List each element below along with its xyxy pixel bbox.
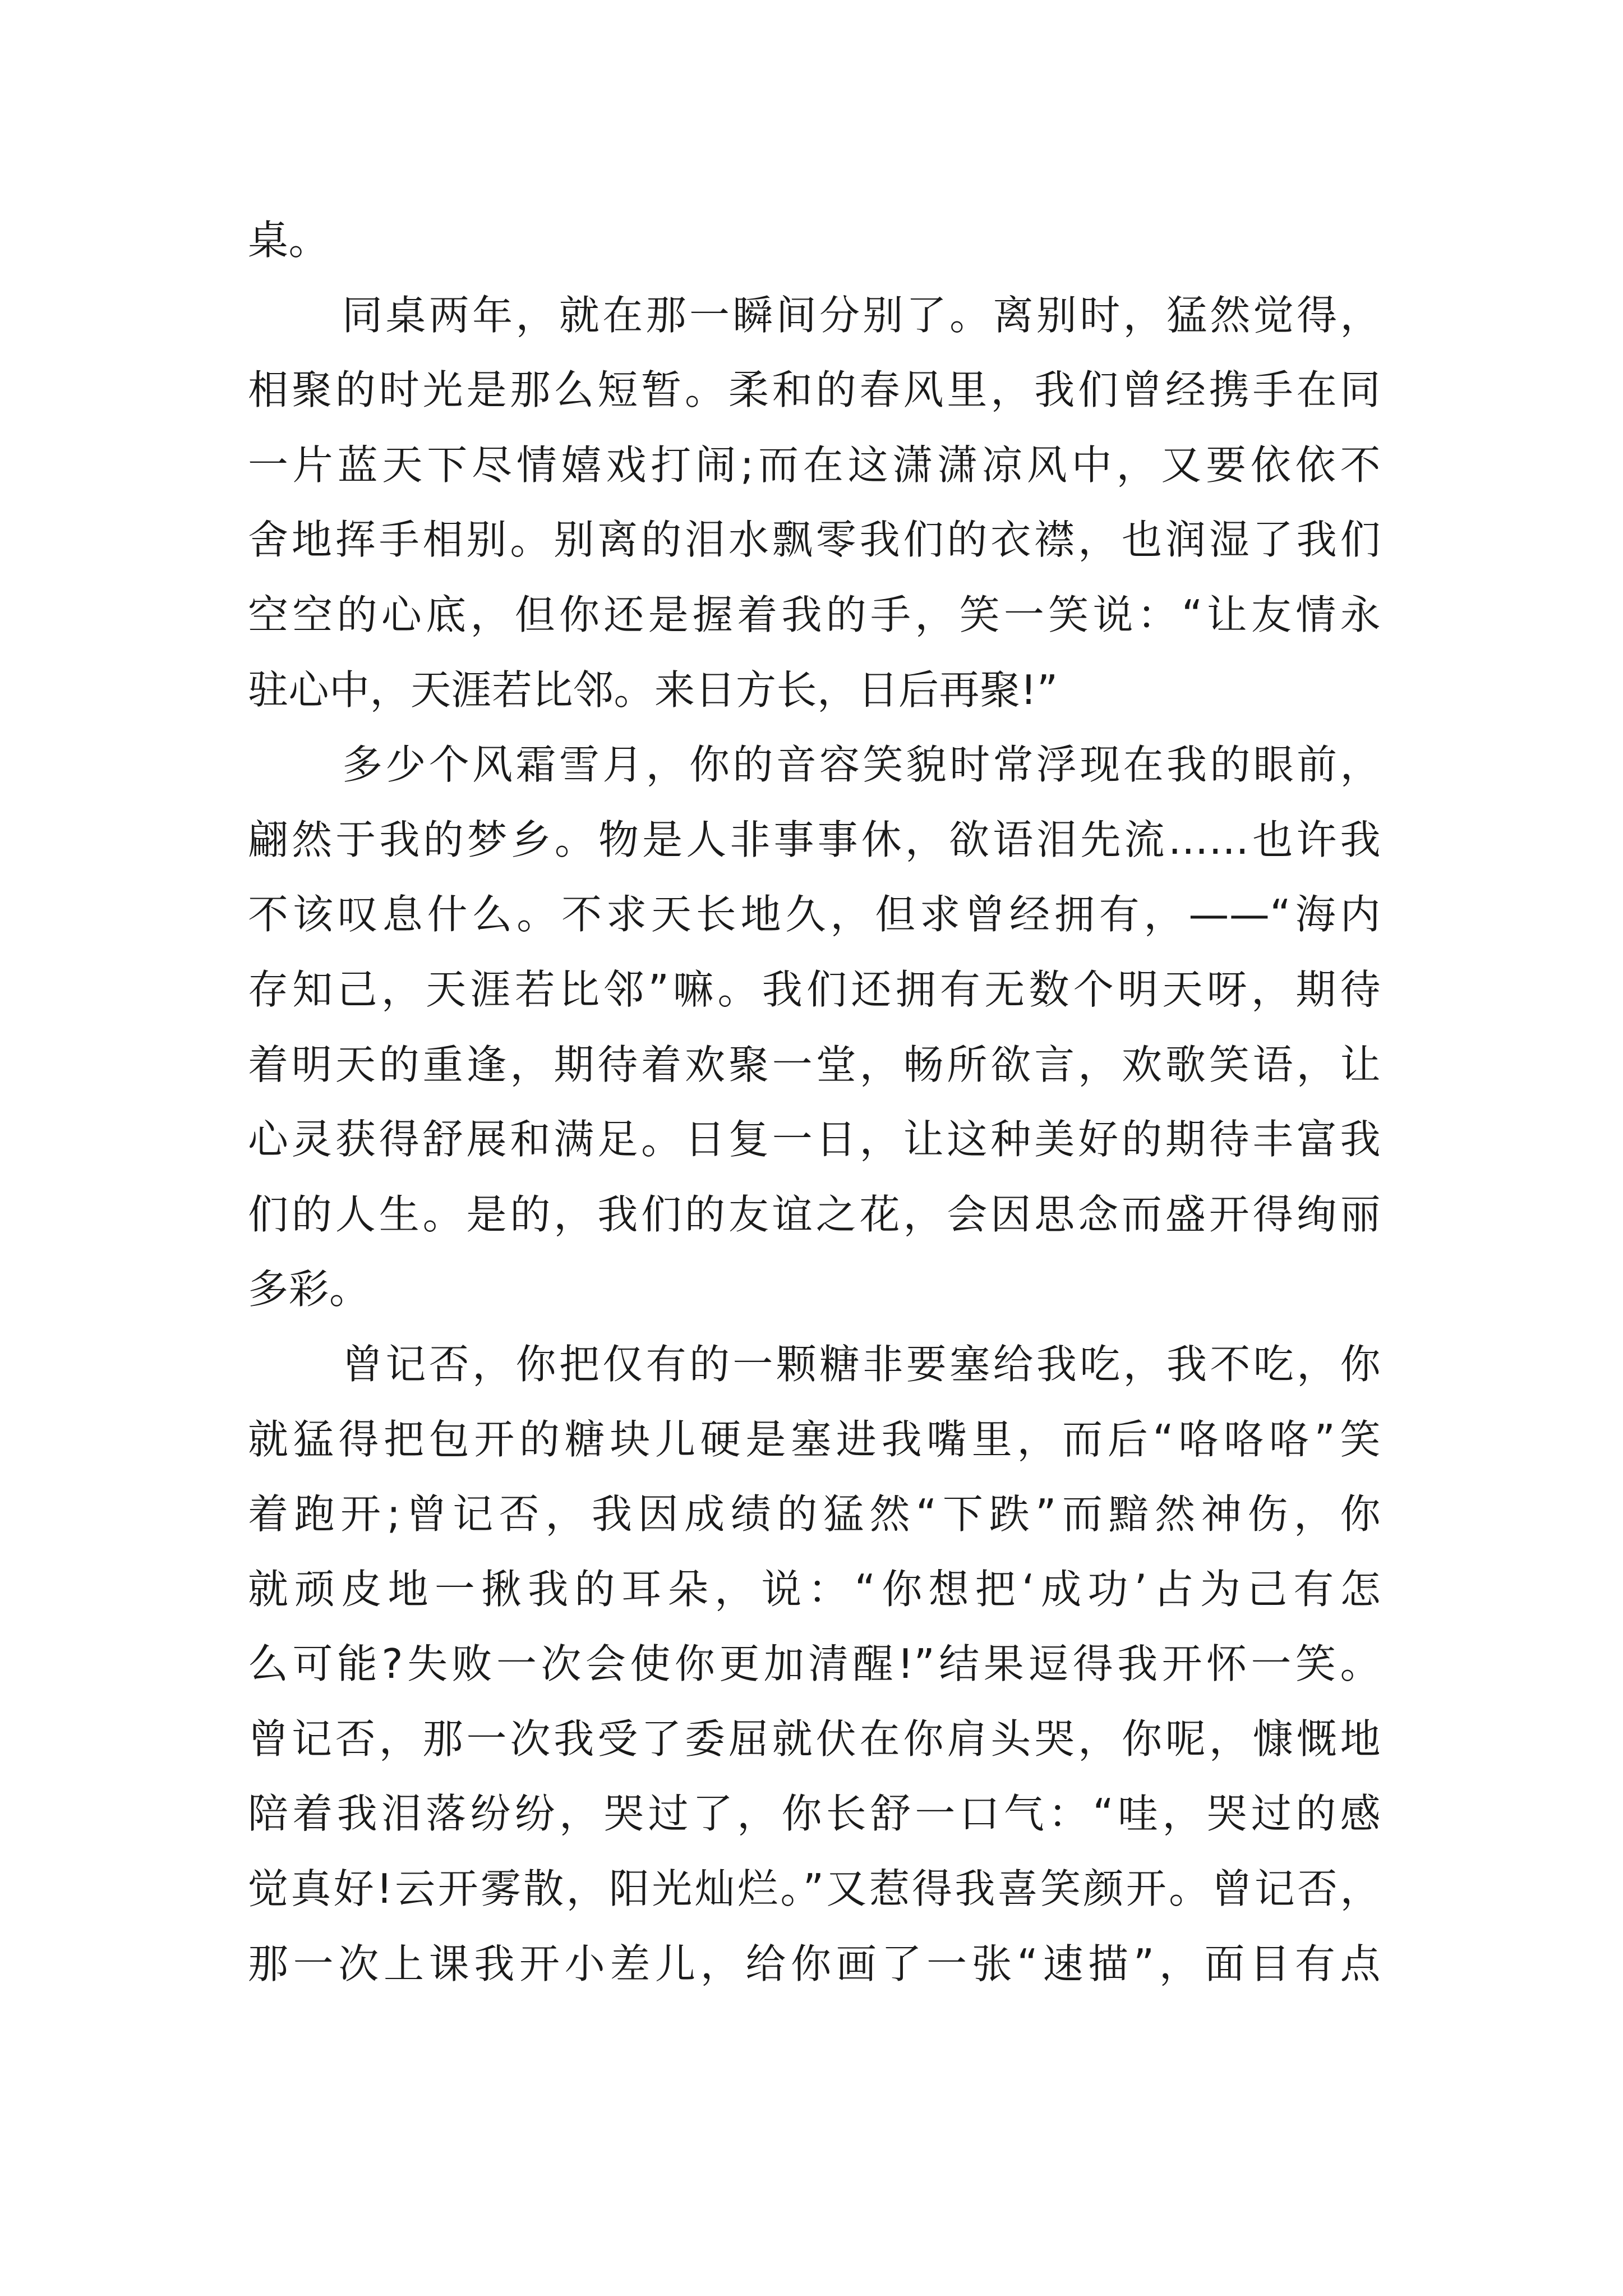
text-line: 么可能?失败一次会使你更加清醒!”结果逗得我开怀一笑。 xyxy=(248,1640,1381,1688)
text-line: 着跑开;曾记否，我因成绩的猛然“下跌”而黯然神伤，你 xyxy=(248,1490,1381,1538)
text-line: 曾记否，你把仅有的一颗糖非要塞给我吃，我不吃，你 xyxy=(342,1340,1381,1388)
text-line: 相聚的时光是那么短暂。柔和的春风里，我们曾经携手在同 xyxy=(248,366,1381,414)
text-line: 同桌两年，就在那一瞬间分别了。离别时，猛然觉得， xyxy=(342,291,1381,339)
text-line: 存知己，天涯若比邻”嘛。我们还拥有无数个明天呀，期待 xyxy=(248,965,1381,1013)
text-line: 桌。 xyxy=(248,217,330,264)
text-line: 不该叹息什么。不求天长地久，但求曾经拥有，——“海内 xyxy=(248,891,1381,938)
text-line: 空空的心底，但你还是握着我的手，笑一笑说：“让友情永 xyxy=(248,591,1381,638)
text-line: 多彩。 xyxy=(248,1266,370,1313)
text-line: 翩然于我的梦乡。物是人非事事休，欲语泪先流……也许我 xyxy=(248,816,1381,863)
text-line: 觉真好!云开雾散，阳光灿烂。”又惹得我喜笑颜开。曾记否， xyxy=(248,1865,1381,1913)
document-body xyxy=(248,203,1381,2001)
text-line: 舍地挥手相别。别离的泪水飘零我们的衣襟，也润湿了我们 xyxy=(248,516,1381,564)
text-line: 陪着我泪落纷纷，哭过了，你长舒一口气：“哇，哭过的感 xyxy=(248,1790,1381,1838)
text-line: 驻心中，天涯若比邻。来日方长，日后再聚!” xyxy=(248,666,1058,714)
text-line: 心灵获得舒展和满足。日复一日，让这种美好的期待丰富我 xyxy=(248,1116,1381,1163)
text-line: 那一次上课我开小差儿，给你画了一张“速描”，面目有点 xyxy=(248,1940,1381,1987)
text-line: 一片蓝天下尽情嬉戏打闹;而在这潇潇凉风中，又要依依不 xyxy=(248,441,1381,489)
text-line: 曾记否，那一次我受了委屈就伏在你肩头哭，你呢，慷慨地 xyxy=(248,1715,1381,1763)
text-line: 们的人生。是的，我们的友谊之花，会因思念而盛开得绚丽 xyxy=(248,1190,1381,1238)
text-line: 就顽皮地一揪我的耳朵，说：“你想把‘成功’占为己有怎 xyxy=(248,1565,1381,1613)
text-line: 着明天的重逢，期待着欢聚一堂，畅所欲言，欢歌笑语，让 xyxy=(248,1041,1381,1088)
text-line: 就猛得把包开的糖块儿硬是塞进我嘴里，而后“咯咯咯”笑 xyxy=(248,1415,1381,1463)
text-line: 多少个风霜雪月，你的音容笑貌时常浮现在我的眼前， xyxy=(342,741,1381,789)
